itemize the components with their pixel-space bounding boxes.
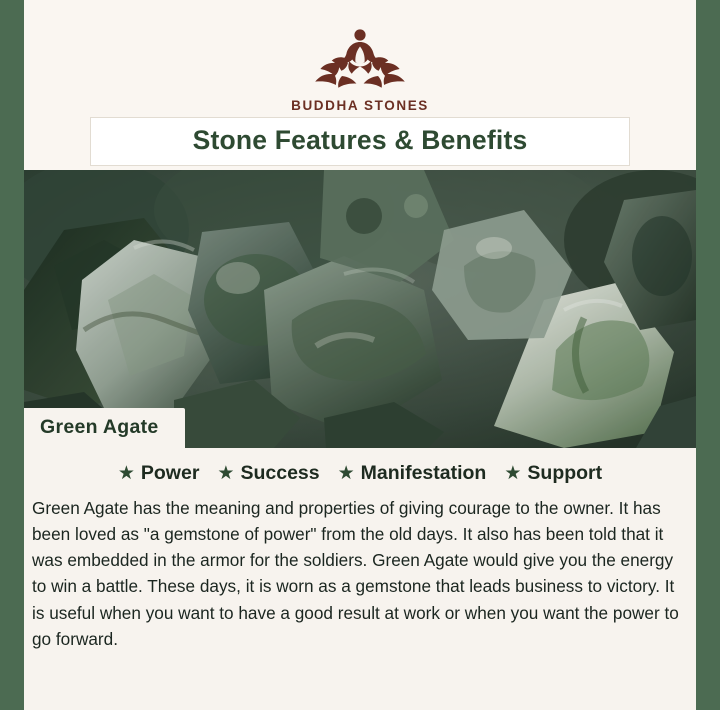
stone-name-badge — [24, 408, 185, 448]
benefit-label: Success — [240, 462, 320, 484]
benefit-label: Manifestation — [360, 462, 487, 484]
star-icon: ★ — [337, 463, 355, 484]
bottom-spacer — [24, 652, 696, 692]
benefit-item-support — [498, 462, 608, 485]
green-agate-stones-illustration — [24, 170, 696, 448]
frame-right-border — [696, 0, 720, 720]
page-title: Stone Features & Benefits — [192, 125, 528, 155]
content-column — [24, 0, 696, 720]
title-band — [90, 117, 630, 166]
frame-bottom-strip — [0, 710, 720, 720]
benefit-item-power — [112, 462, 206, 485]
star-icon: ★ — [217, 463, 235, 484]
logo-wrap — [24, 0, 696, 113]
star-icon: ★ — [117, 463, 135, 484]
description-block — [24, 493, 696, 652]
header — [24, 0, 696, 170]
benefit-item-success — [211, 462, 325, 485]
lotus-buddha-icon — [24, 22, 696, 94]
stone-name: Green Agate — [40, 416, 159, 438]
benefit-label: Power — [140, 462, 200, 484]
star-icon: ★ — [504, 463, 522, 484]
benefit-item-manifestation — [332, 462, 493, 485]
description-text: Green Agate has the meaning and properties of giving courage to the owner. It has been loved as "a gemstone of power" from the old days. It also has been told that it was embedded in the armor for the soldiers. Green Agate would give you the energy to win a battle. These days, it is worn as a gemstone that leads business to victory. It is useful when you want to have a good result at work or when you want the power to go forward. — [32, 498, 679, 649]
frame-left-border — [0, 0, 24, 720]
benefit-label: Support — [527, 462, 603, 484]
benefits-row — [24, 448, 696, 493]
brand-name: BUDDHA STONES — [291, 98, 429, 113]
stone-photo — [24, 170, 696, 448]
